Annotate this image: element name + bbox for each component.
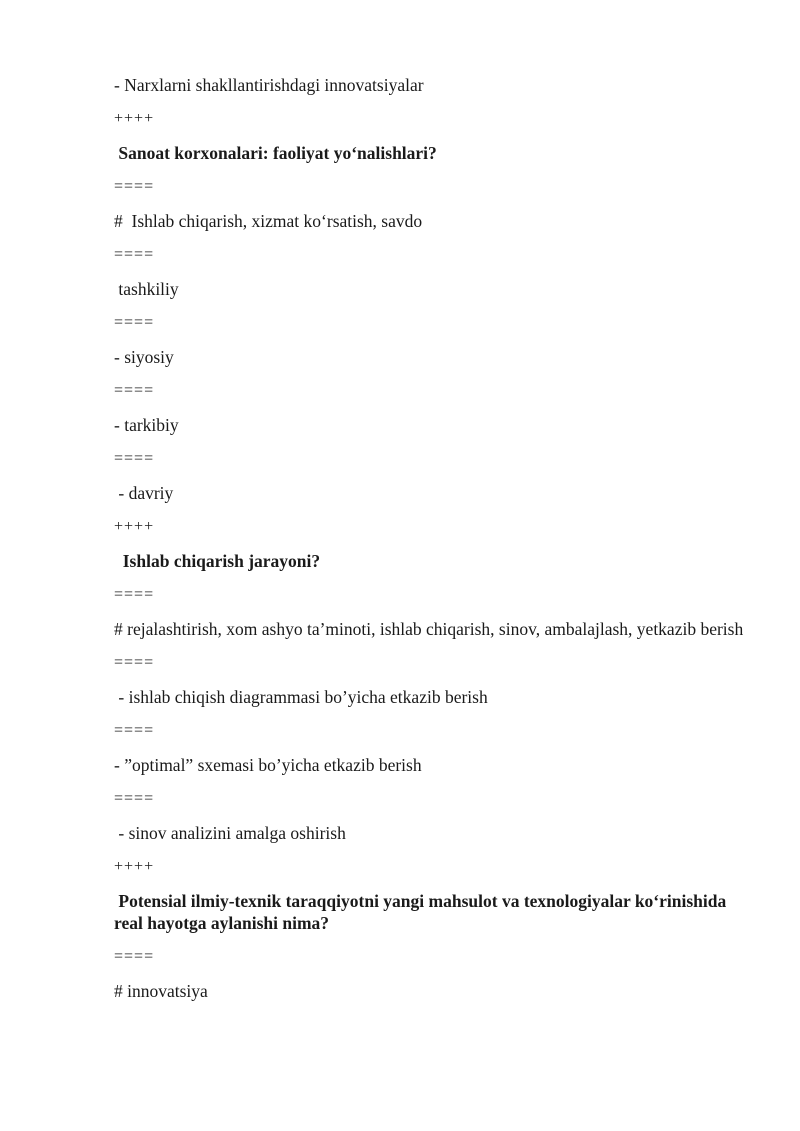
answer-option: - davriy <box>114 483 174 503</box>
option-separator: ==== <box>114 586 155 603</box>
section-separator: ++++ <box>114 110 155 127</box>
option-separator: ==== <box>114 178 155 195</box>
option-separator: ==== <box>114 654 155 671</box>
section-separator: ++++ <box>114 518 155 535</box>
option-separator: ==== <box>114 314 155 331</box>
answer-option: - tarkibiy <box>114 415 179 435</box>
question-text: Sanoat korxonalari: faoliyat yo‘nalishlari? <box>114 143 437 163</box>
document-content <box>114 74 750 1014</box>
option-separator: ==== <box>114 722 155 739</box>
answer-option: - ”optimal” sxemasi bo’yicha etkazib berish <box>114 755 422 775</box>
question-text: Potensial ilmiy-texnik taraqqiyotni yangi mahsulot va texnologiyalar ko‘rinishida real hayotga aylanishi nima? <box>114 891 731 933</box>
answer-option: - Narxlarni shakllantirishdagi innovatsiyalar <box>114 75 424 95</box>
section-separator: ++++ <box>114 858 155 875</box>
correct-answer-option: # rejalashtirish, xom ashyo ta’minoti, ishlab chiqarish, sinov, ambalajlash, yetkazib berish <box>114 619 744 639</box>
answer-option: - sinov analizini amalga oshirish <box>114 823 346 843</box>
correct-answer-option: # innovatsiya <box>114 981 208 1001</box>
option-separator: ==== <box>114 450 155 467</box>
answer-option: tashkiliy <box>114 279 179 299</box>
answer-option: - ishlab chiqish diagrammasi bo’yicha etkazib berish <box>114 687 488 707</box>
option-separator: ==== <box>114 246 155 263</box>
option-separator: ==== <box>114 790 155 807</box>
question-text: Ishlab chiqarish jarayoni? <box>114 551 321 571</box>
option-separator: ==== <box>114 382 155 399</box>
option-separator: ==== <box>114 948 155 965</box>
answer-option: - siyosiy <box>114 347 174 367</box>
correct-answer-option: # Ishlab chiqarish, xizmat ko‘rsatish, savdo <box>114 211 423 231</box>
